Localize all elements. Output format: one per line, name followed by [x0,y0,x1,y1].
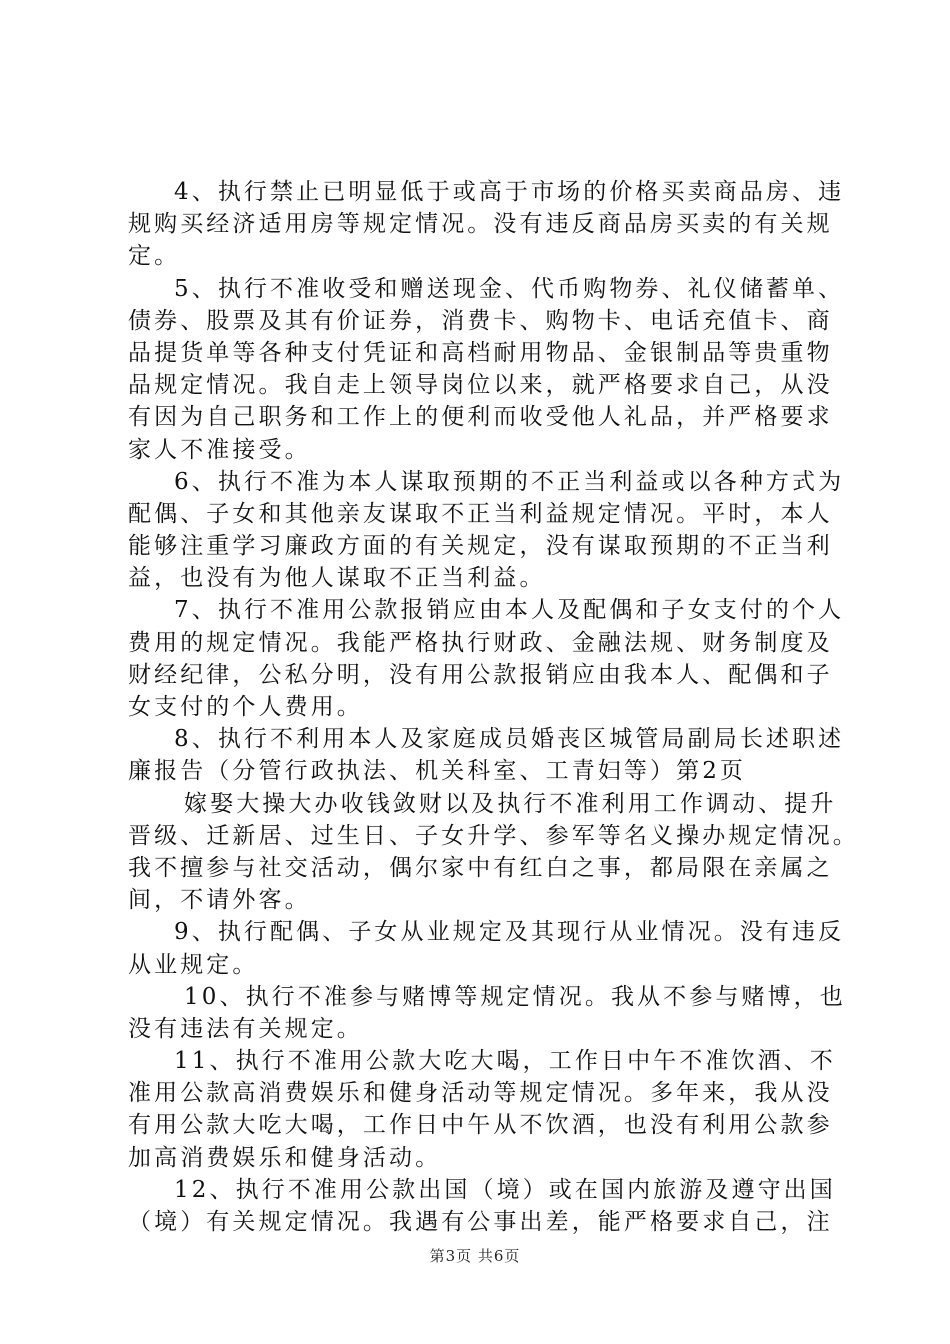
text-line: 9、执行配偶、子女从业规定及其现行从业情况。没有违反 [174,919,845,946]
text-line: 规购买经济适用房等规定情况。没有违反商品房买卖的有关规 [128,211,833,238]
text-line: 配偶、子女和其他亲友谋取不正当利益规定情况。平时，本人 [128,500,833,527]
document-body [128,176,859,1238]
text-line: 11、执行不准用公款大吃大喝，工作日中午不准饮酒、不 [174,1048,836,1075]
text-line: 我不擅参与社交活动，偶尔家中有红白之事，都局限在亲属之 [128,854,833,881]
text-line: 12、执行不准用公款出国（境）或在国内旅游及遵守出国 [174,1176,836,1203]
text-line: 品规定情况。我自走上领导岗位以来，就严格要求自己，从没 [128,372,833,399]
text-line: 财经纪律，公私分明，没有用公款报销应由我本人、配偶和子 [128,661,833,688]
text-line: 有用公款大吃大喝，工作日中午从不饮酒，也没有利用公款参 [128,1112,833,1139]
text-line: 准用公款高消费娱乐和健身活动等规定情况。多年来，我从没 [128,1080,833,1107]
text-line: 益，也没有为他人谋取不正当利益。 [128,565,546,592]
text-line: 家人不准接受。 [128,436,311,463]
page-footer: 第3页 共6页 [429,1247,521,1265]
text-line: 晋级、迁新居、过生日、子女升学、参军等名义操办规定情况。 [128,822,859,849]
text-line: 8、执行不利用本人及家庭成员婚丧区城管局副局长述职述 [174,726,845,753]
text-line: 10、执行不准参与赌博等规定情况。我从不参与赌博，也 [184,983,846,1010]
text-line: 费用的规定情况。我能严格执行财政、金融法规、财务制度及 [128,629,833,656]
text-line: 间，不请外客。 [128,887,311,914]
text-line: 没有违法有关规定。 [128,1015,363,1042]
text-line: 嫁娶大操大办收钱敛财以及执行不准利用工作调动、提升 [184,790,837,817]
text-line: （境）有关规定情况。我遇有公事出差，能严格要求自己，注 [128,1209,833,1235]
text-line: 从业规定。 [128,951,259,978]
text-line: 债券、股票及其有价证券，消费卡、购物卡、电话充值卡、商 [128,307,833,334]
text-line: 定。 [128,243,181,270]
text-line: 品提货单等各种支付凭证和高档耐用物品、金银制品等贵重物 [128,339,833,366]
text-line: 加高消费娱乐和健身活动。 [128,1144,442,1171]
text-line: 4、执行禁止已明显低于或高于市场的价格买卖商品房、违 [174,179,845,205]
text-line: 有因为自己职务和工作上的便利而收受他人礼品，并严格要求 [128,404,833,431]
text-line: 6、执行不准为本人谋取预期的不正当利益或以各种方式为 [174,468,845,495]
text-line: 女支付的个人费用。 [128,694,363,720]
text-line: 能够注重学习廉政方面的有关规定，没有谋取预期的不正当利 [128,533,833,560]
text-line: 5、执行不准收受和赠送现金、代币购物券、礼仪储蓄单、 [174,275,845,302]
text-line: 廉报告（分管行政执法、机关科室、工青妇等）第2页 [128,758,747,785]
text-line: 7、执行不准用公款报销应由本人及配偶和子女支付的个人 [174,597,845,624]
